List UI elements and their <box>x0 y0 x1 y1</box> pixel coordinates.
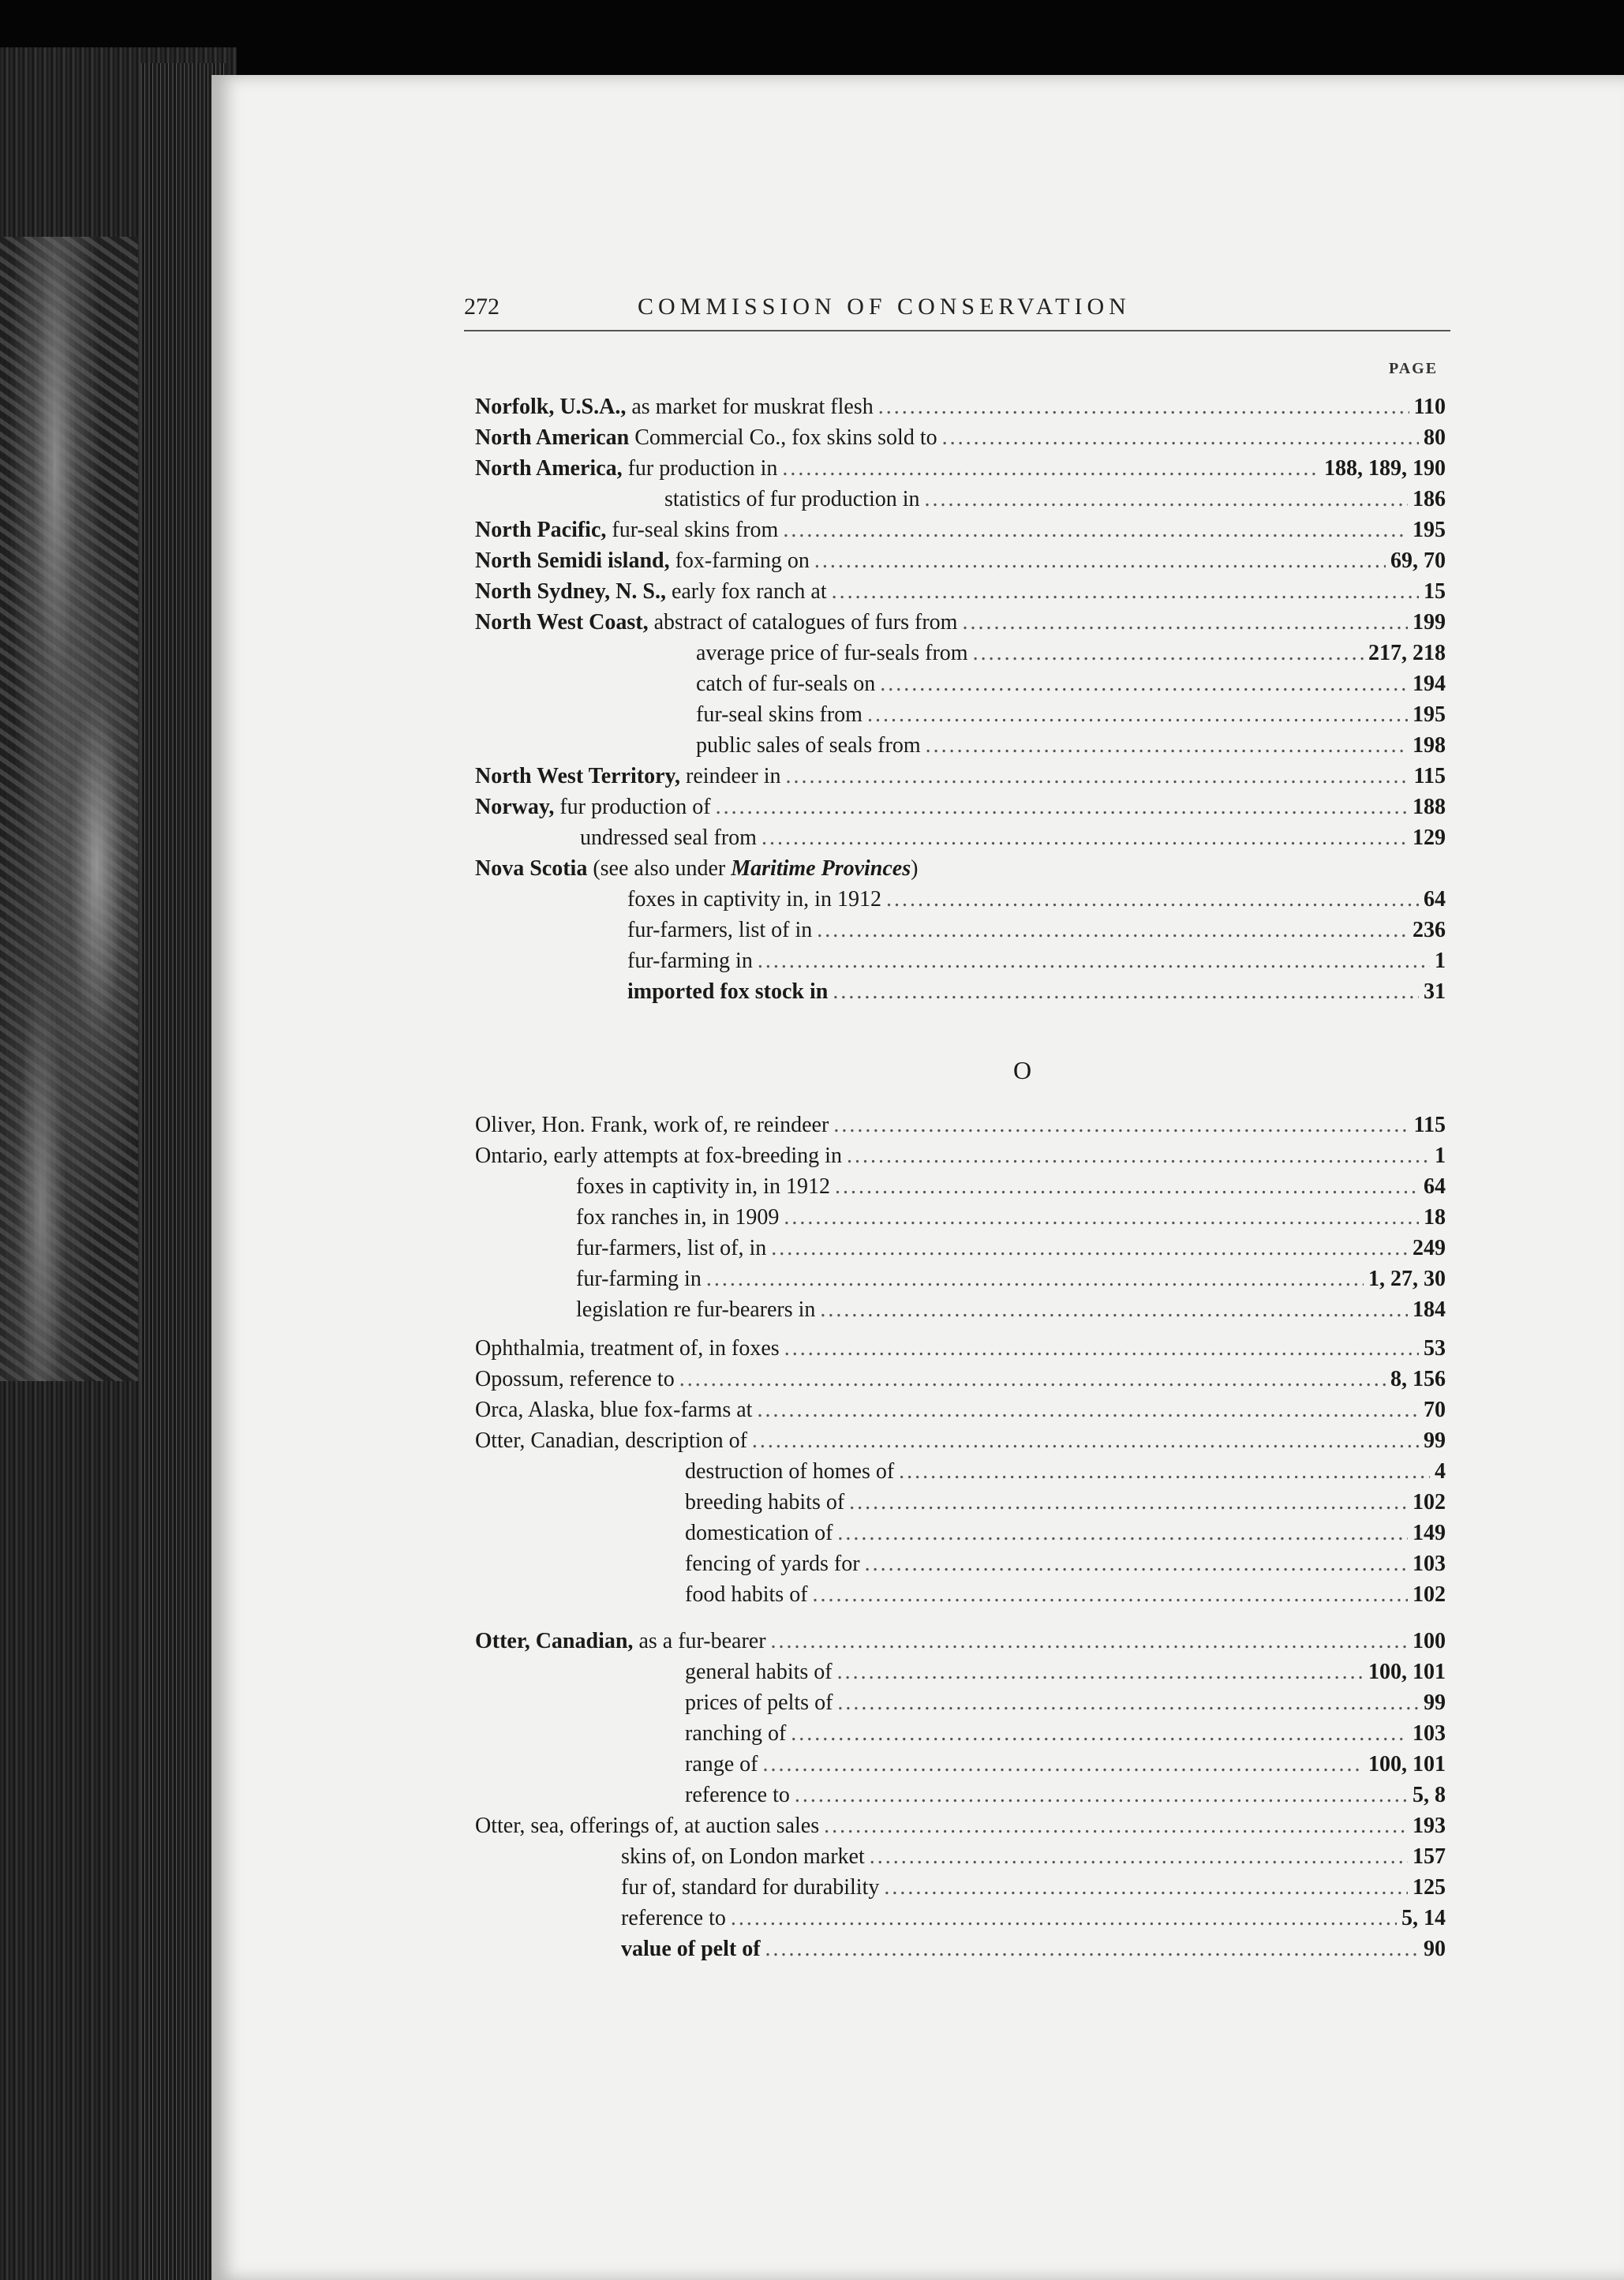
index-entry: destruction of homes of . . . 4 <box>685 1459 1446 1489</box>
index-entry: Otter, sea, offerings of, at auction sales . . . 193 <box>475 1814 1446 1844</box>
page-number: 272 <box>464 294 500 320</box>
section-letter: O <box>1013 1056 1032 1084</box>
index-entry: Nova Scotia (see also under Maritime Provinces) <box>475 856 919 881</box>
scan-top-border <box>0 0 1624 79</box>
index-entry: average price of fur-seals from . . . 217, 218 <box>696 641 1446 671</box>
index-entry: statistics of fur production in . . . 186 <box>664 487 1446 517</box>
index-entry: food habits of . . . 102 <box>685 1582 1446 1612</box>
header-rule <box>464 330 1450 331</box>
index-entry: North Pacific, fur-seal skins from . . . 195 <box>475 518 1446 548</box>
index-entry: Otter, Canadian, description of . . . 99 <box>475 1428 1446 1458</box>
index-entry: fur-farmers, list of, in . . . 249 <box>576 1236 1446 1266</box>
index-entry: foxes in captivity in, in 1912 . . . 64 <box>627 887 1446 917</box>
index-entry: reference to . . . 5, 14 <box>621 1906 1446 1936</box>
index-entry: North America, fur production in . . . 188, 189, 190 <box>475 456 1446 486</box>
index-entry: Norway, fur production of . . . 188 <box>475 795 1446 825</box>
index-entry: breeding habits of . . . 102 <box>685 1490 1446 1520</box>
index-entry: fur-seal skins from . . . 195 <box>696 702 1446 732</box>
index-entry: value of pelt of . . . 90 <box>621 1937 1446 1967</box>
index-entry: catch of fur-seals on . . . 194 <box>696 672 1446 702</box>
index-entry: fur-farming in . . . 1, 27, 30 <box>576 1267 1446 1297</box>
index-entry: North Semidi island, fox-farming on . . . 69, 70 <box>475 548 1446 578</box>
running-head <box>464 294 1293 333</box>
index-entry: general habits of . . . 100, 101 <box>685 1660 1446 1690</box>
index-entry: fencing of yards for . . . 103 <box>685 1552 1446 1582</box>
index-entry: Ontario, early attempts at fox-breeding in . . . 1 <box>475 1144 1446 1174</box>
index-entry: fur-farming in . . . 1 <box>627 949 1446 979</box>
binding-texture <box>0 237 138 1381</box>
index-entry: North West Coast, abstract of catalogues of furs from . . . 199 <box>475 610 1446 640</box>
index-entry: North American Commercial Co., fox skins sold to . . . 80 <box>475 425 1446 455</box>
index-entry: prices of pelts of . . . 99 <box>685 1690 1446 1720</box>
index-entry: North Sydney, N. S., early fox ranch at . . . 15 <box>475 579 1446 609</box>
index-entry: Opossum, reference to . . . 8, 156 <box>475 1367 1446 1397</box>
page-column-label: PAGE <box>1389 360 1439 377</box>
index-entry: reference to . . . 5, 8 <box>685 1783 1446 1813</box>
index-entry: ranching of . . . 103 <box>685 1721 1446 1751</box>
index-entry: North West Territory, reindeer in . . . 115 <box>475 764 1446 794</box>
index-entry: domestication of . . . 149 <box>685 1521 1446 1551</box>
running-title: COMMISSION OF CONSERVATION <box>638 294 1131 320</box>
index-entry: Norfolk, U.S.A., as market for muskrat flesh . . . 110 <box>475 395 1446 425</box>
index-entry: Otter, Canadian, as a fur-bearer . . . 100 <box>475 1629 1446 1659</box>
index-entry: fox ranches in, in 1909 . . . 18 <box>576 1205 1446 1235</box>
index-entry: range of . . . 100, 101 <box>685 1752 1446 1782</box>
index-entry: skins of, on London market . . . 157 <box>621 1844 1446 1874</box>
index-entry: fur-farmers, list of in . . . 236 <box>627 918 1446 948</box>
index-entry: Oliver, Hon. Frank, work of, re reindeer . . . 115 <box>475 1113 1446 1143</box>
index-entry: foxes in captivity in, in 1912 . . . 64 <box>576 1174 1446 1204</box>
index-entry: Ophthalmia, treatment of, in foxes . . . 53 <box>475 1336 1446 1366</box>
index-entry: legislation re fur-bearers in . . . 184 <box>576 1297 1446 1327</box>
index-entry: fur of, standard for durability . . . 125 <box>621 1875 1446 1905</box>
index-entry: imported fox stock in . . . 31 <box>627 979 1446 1009</box>
index-entry: public sales of seals from . . . 198 <box>696 733 1446 763</box>
index-entry: Orca, Alaska, blue fox-farms at . . . 70 <box>475 1398 1446 1428</box>
index-entry: undressed seal from . . . 129 <box>580 826 1446 855</box>
